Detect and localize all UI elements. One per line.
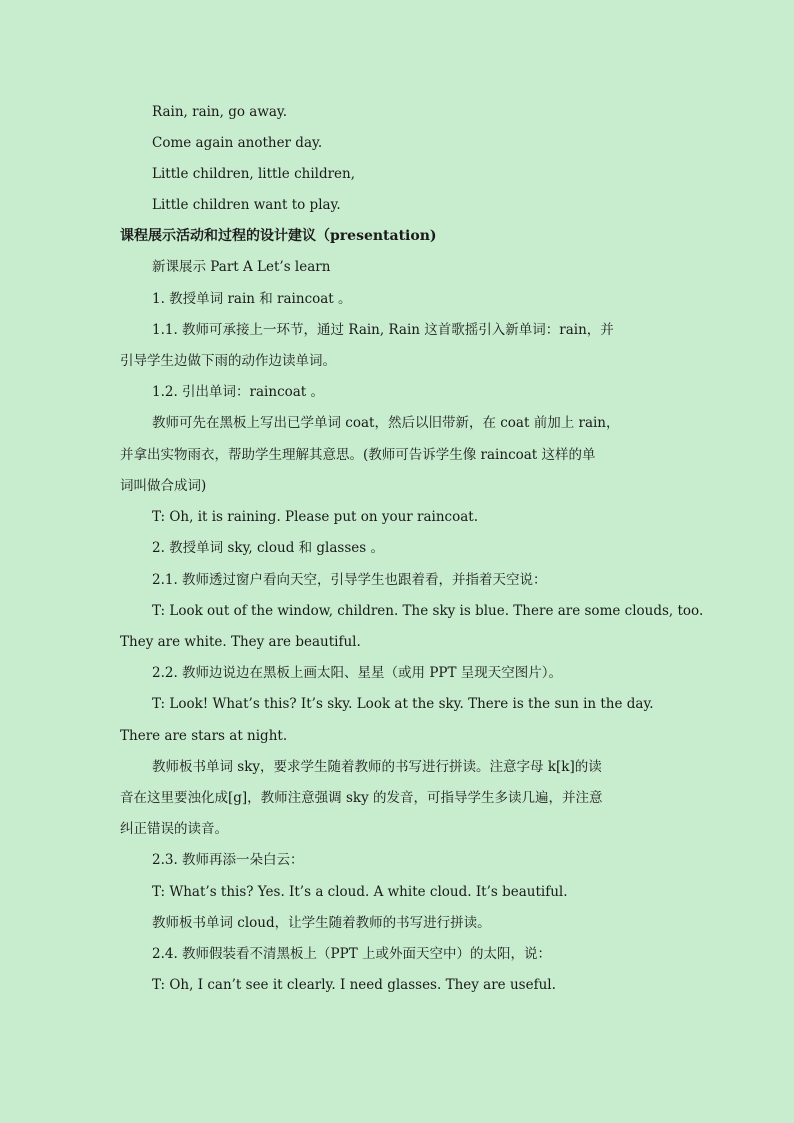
dialogue-line: T: Oh, I can’t see it clearly. I need glasses. They are useful. — [152, 977, 556, 993]
paragraph-line: 教师板书单词 sky，要求学生随着教师的书写进行拼读。注意字母 k[k]的读 — [152, 759, 602, 775]
dialogue-line: T: Look! What’s this? It’s sky. Look at the sky. There is the sun in the day. — [152, 696, 654, 712]
paragraph-line: 词叫做合成词) — [120, 478, 207, 494]
paragraph-line: 教师板书单词 cloud，让学生随着教师的书写进行拼读。 — [152, 915, 491, 931]
section-heading: 课程展示活动和过程的设计建议（presentation) — [120, 228, 437, 244]
paragraph-line: 2.3. 教师再添一朵白云： — [152, 852, 304, 868]
dialogue-line: There are stars at night. — [120, 728, 288, 744]
song-line-2: Come again another day. — [152, 135, 323, 151]
paragraph-line: 1.2. 引出单词：raincoat 。 — [152, 384, 325, 400]
paragraph-line: 2.4. 教师假装看不清黑板上（PPT 上或外面天空中）的太阳，说： — [152, 946, 552, 962]
paragraph-line: 2.1. 教师透过窗户看向天空，引导学生也跟着看，并指着天空说： — [152, 572, 547, 588]
paragraph-line: 新课展示 Part A Let’s learn — [152, 259, 331, 275]
dialogue-line: T: Oh, it is raining. Please put on your raincoat. — [152, 509, 479, 525]
paragraph-line: 引导学生边做下雨的动作边读单词。 — [120, 353, 336, 369]
paragraph-line: 纠正错误的读音。 — [120, 821, 228, 837]
dialogue-line: T: What’s this? Yes. It’s a cloud. A white cloud. It’s beautiful. — [152, 884, 568, 900]
song-line-3: Little children, little children, — [152, 166, 356, 182]
paragraph-line: 音在这里要浊化成[g]，教师注意强调 sky 的发音，可指导学生多读几遍，并注意 — [120, 790, 603, 806]
paragraph-line: 2. 教授单词 sky, cloud 和 glasses 。 — [152, 540, 384, 556]
paragraph-line: 教师可先在黑板上写出已学单词 coat，然后以旧带新，在 coat 前加上 rain， — [152, 415, 620, 431]
paragraph-line: 并拿出实物雨衣，帮助学生理解其意思。(教师可告诉学生像 raincoat 这样的单 — [120, 447, 596, 463]
song-line-1: Rain, rain, go away. — [152, 104, 288, 120]
dialogue-line: T: Look out of the window, children. The sky is blue. There are some clouds, too. — [152, 603, 704, 619]
paragraph-line: 2.2. 教师边说边在黑板上画太阳、星星（或用 PPT 呈现天空图片）。 — [152, 665, 563, 681]
paragraph-line: 1. 教授单词 rain 和 raincoat 。 — [152, 291, 352, 307]
paragraph-line: 1.1. 教师可承接上一环节，通过 Rain, Rain 这首歌摇引入新单词：rain，并 — [152, 322, 614, 338]
song-line-4: Little children want to play. — [152, 197, 341, 213]
dialogue-line: They are white. They are beautiful. — [120, 634, 361, 650]
